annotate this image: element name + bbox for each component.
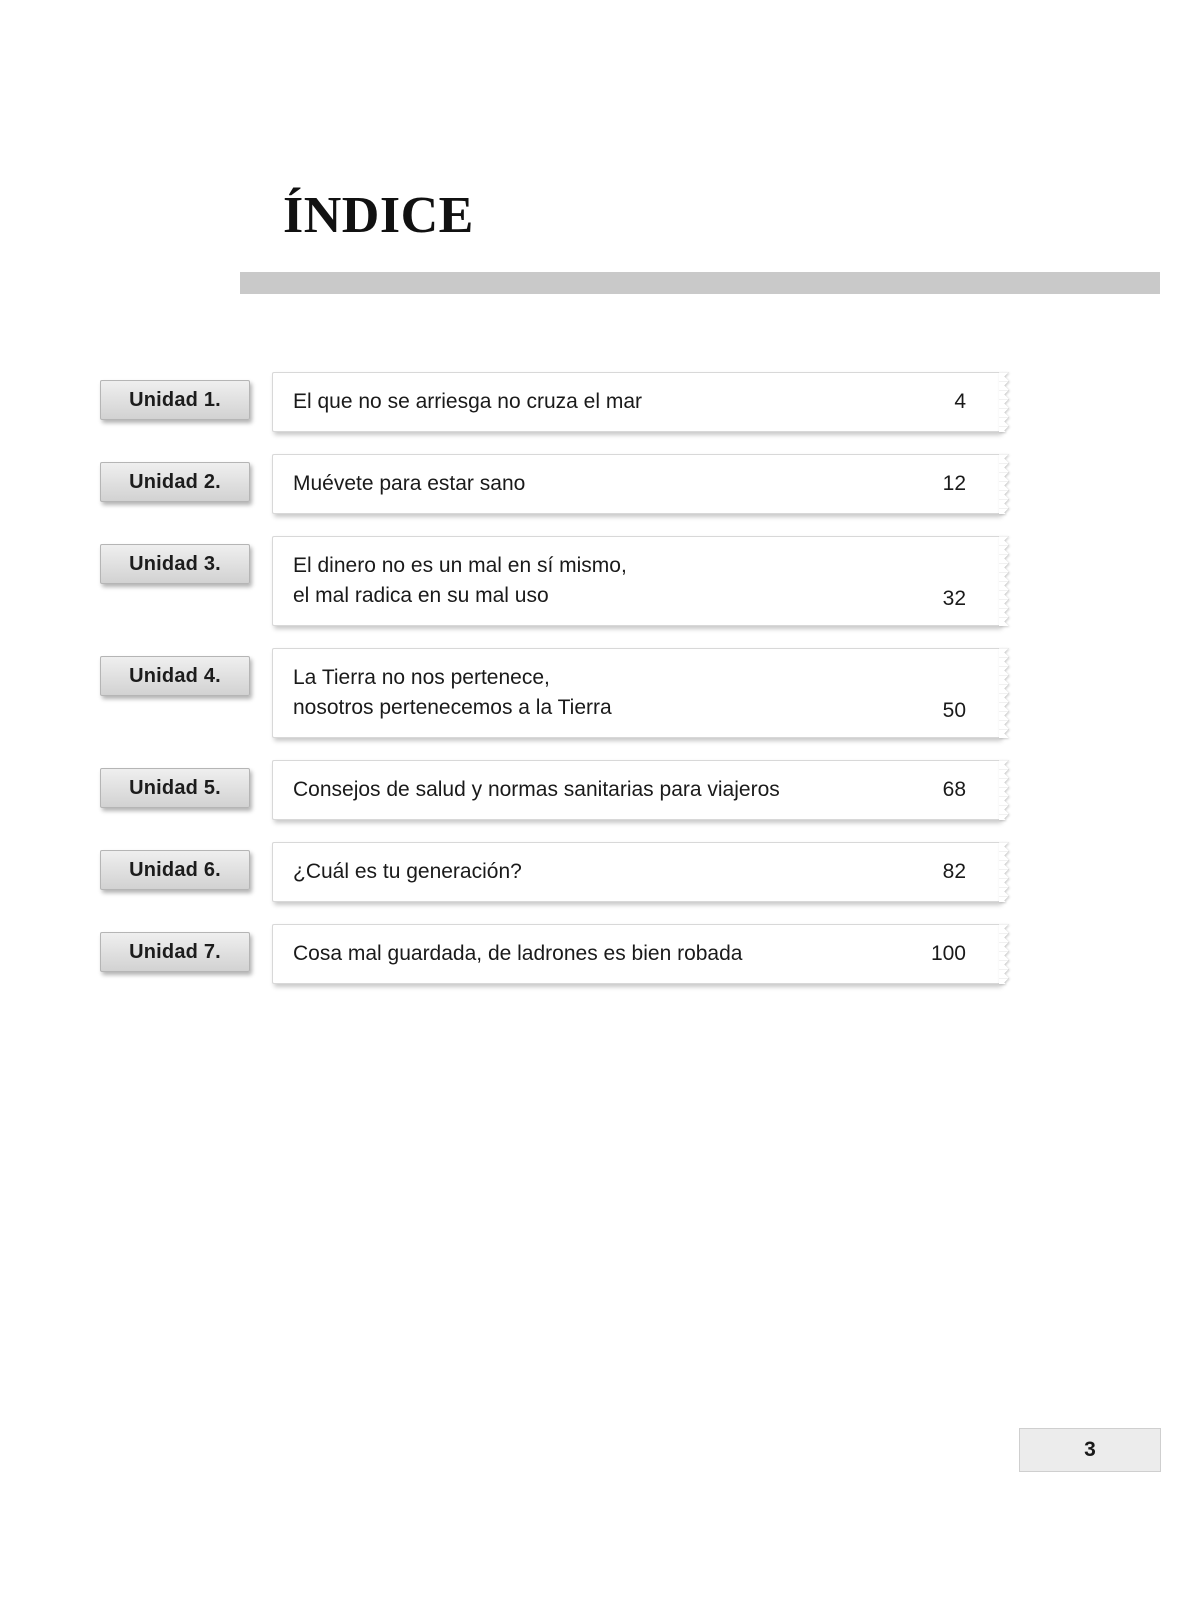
page-title: ÍNDICE: [283, 187, 474, 244]
entry-page-number: 32: [942, 587, 966, 610]
entry-title-line2: el mal radica en su mal uso: [293, 584, 549, 607]
entry-title: [293, 663, 612, 723]
unit-tab: [100, 544, 250, 584]
unit-tab: [100, 932, 250, 972]
index-entry[interactable]: [100, 454, 1000, 514]
unit-tab: [100, 656, 250, 696]
entry-title: [293, 857, 522, 887]
entry-title-line1: Consejos de salud y normas sanitarias para viajeros: [293, 778, 780, 801]
index-list: [100, 372, 1000, 1006]
index-entry[interactable]: [100, 760, 1000, 820]
entry-card[interactable]: [272, 924, 1000, 984]
entry-page-number: 100: [930, 942, 966, 965]
entry-card[interactable]: [272, 648, 1000, 738]
entry-page-number: 68: [942, 778, 966, 801]
unit-tab-label: Unidad 2.: [129, 470, 221, 493]
unit-tab-label: Unidad 3.: [129, 552, 221, 575]
entry-page-number: 12: [942, 472, 966, 495]
entry-title: [293, 469, 525, 499]
index-entry[interactable]: [100, 924, 1000, 984]
unit-tab-label: Unidad 1.: [129, 388, 221, 411]
entry-title: [293, 551, 627, 611]
unit-tab: [100, 768, 250, 808]
unit-tab-label: Unidad 7.: [129, 940, 221, 963]
entry-title: [293, 775, 780, 805]
unit-tab-label: Unidad 6.: [129, 858, 221, 881]
entry-card[interactable]: [272, 842, 1000, 902]
entry-card[interactable]: [272, 760, 1000, 820]
entry-title-line1: Cosa mal guardada, de ladrones es bien robada: [293, 942, 743, 965]
entry-page-number: 82: [942, 860, 966, 883]
entry-title-line1: Muévete para estar sano: [293, 472, 526, 495]
entry-title: [293, 939, 742, 969]
entry-title-line2: nosotros pertenecemos a la Tierra: [293, 696, 612, 719]
entry-title-line1: ¿Cuál es tu generación?: [293, 860, 522, 883]
page-number: 3: [1084, 1438, 1096, 1461]
torn-edge-decoration: [999, 454, 1009, 514]
unit-tab: [100, 380, 250, 420]
unit-tab-label: Unidad 4.: [129, 664, 221, 687]
entry-title: [293, 387, 642, 417]
index-entry[interactable]: [100, 648, 1000, 738]
torn-edge-decoration: [999, 648, 1009, 738]
torn-edge-decoration: [999, 536, 1009, 626]
unit-tab-label: Unidad 5.: [129, 776, 221, 799]
torn-edge-decoration: [999, 924, 1009, 984]
index-entry[interactable]: [100, 372, 1000, 432]
index-entry[interactable]: [100, 536, 1000, 626]
entry-title-line1: El dinero no es un mal en sí mismo,: [293, 554, 627, 577]
page-number-box: [1019, 1428, 1161, 1472]
entry-title-line1: El que no se arriesga no cruza el mar: [293, 390, 643, 413]
entry-card[interactable]: [272, 454, 1000, 514]
index-entry[interactable]: [100, 842, 1000, 902]
entry-page-number: 4: [954, 390, 966, 413]
entry-page-number: 50: [942, 699, 966, 722]
unit-tab: [100, 850, 250, 890]
entry-card[interactable]: [272, 536, 1000, 626]
entry-title-line1: La Tierra no nos pertenece,: [293, 666, 550, 689]
torn-edge-decoration: [999, 842, 1009, 902]
entry-card[interactable]: [272, 372, 1000, 432]
unit-tab: [100, 462, 250, 502]
title-rule: [240, 272, 1160, 294]
torn-edge-decoration: [999, 760, 1009, 820]
torn-edge-decoration: [999, 372, 1009, 432]
